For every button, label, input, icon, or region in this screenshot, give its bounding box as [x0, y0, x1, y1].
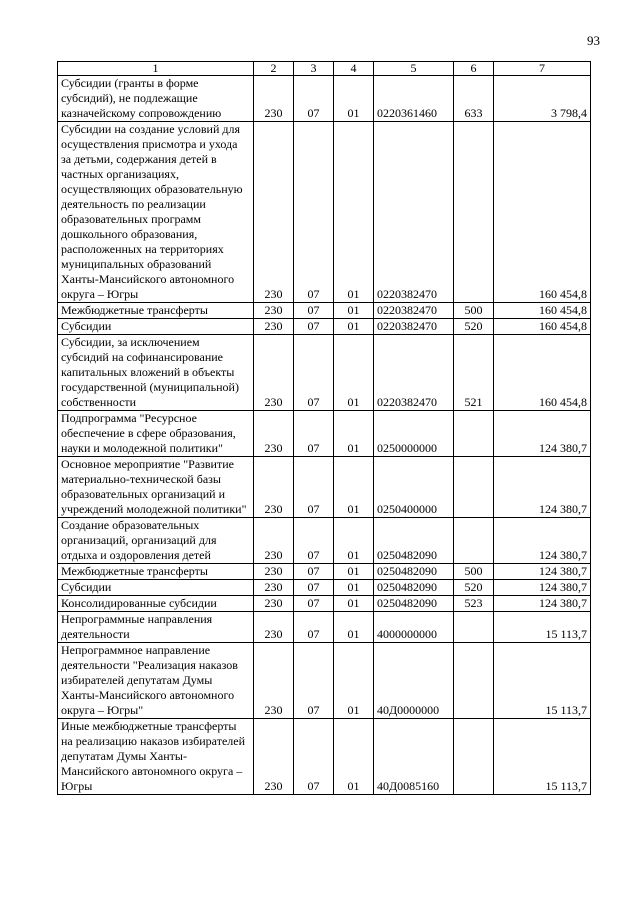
row-target-code: 0220382470: [374, 335, 454, 411]
row-target-code: 4000000000: [374, 612, 454, 643]
row-expense-type: 633: [454, 76, 494, 122]
row-amount: 124 380,7: [494, 564, 591, 580]
table-row: [58, 564, 591, 580]
row-amount: 160 454,8: [494, 335, 591, 411]
row-ministry-code: 230: [254, 612, 294, 643]
row-section-code: 07: [294, 411, 334, 457]
table-row: [58, 76, 591, 122]
header-col-1: 1: [58, 62, 254, 76]
row-section-code: 07: [294, 643, 334, 719]
row-subsection-code: 01: [334, 411, 374, 457]
row-expense-type: [454, 411, 494, 457]
row-subsection-code: 01: [334, 335, 374, 411]
table-row: [58, 319, 591, 335]
row-ministry-code: 230: [254, 457, 294, 518]
row-section-code: 07: [294, 335, 334, 411]
row-target-code: 0250482090: [374, 518, 454, 564]
table-row: [58, 596, 591, 612]
row-subsection-code: 01: [334, 643, 374, 719]
row-section-code: 07: [294, 76, 334, 122]
row-name: Субсидии (гранты в форме субсидий), не подлежащие казначейскому сопровождению: [58, 76, 254, 122]
page-number: 93: [587, 33, 600, 48]
row-section-code: 07: [294, 564, 334, 580]
row-subsection-code: 01: [334, 580, 374, 596]
row-section-code: 07: [294, 457, 334, 518]
header-col-4: 4: [334, 62, 374, 76]
row-expense-type: [454, 643, 494, 719]
row-name: Субсидии на создание условий для осуществления присмотра и ухода за детьми, содержания детей в частных организациях, осуществляющих образовательную деятельность по реализации образовательных программ дошкольного образования, расположенных на территориях муниципальных образований Ханты-Мансийского автономного округа – Югры: [58, 122, 254, 303]
row-subsection-code: 01: [334, 303, 374, 319]
row-expense-type: 523: [454, 596, 494, 612]
row-ministry-code: 230: [254, 122, 294, 303]
row-ministry-code: 230: [254, 564, 294, 580]
table-row: [58, 457, 591, 518]
row-subsection-code: 01: [334, 122, 374, 303]
row-target-code: 0250000000: [374, 411, 454, 457]
row-subsection-code: 01: [334, 76, 374, 122]
row-name: Субсидии: [58, 580, 254, 596]
row-amount: 124 380,7: [494, 596, 591, 612]
header-col-3: 3: [294, 62, 334, 76]
row-amount: 124 380,7: [494, 411, 591, 457]
row-amount: 15 113,7: [494, 719, 591, 795]
row-name: Иные межбюджетные трансферты на реализацию наказов избирателей депутатам Думы Ханты-Мансийского автономного округа – Югры: [58, 719, 254, 795]
row-subsection-code: 01: [334, 612, 374, 643]
row-subsection-code: 01: [334, 564, 374, 580]
row-target-code: 0220382470: [374, 122, 454, 303]
row-ministry-code: 230: [254, 76, 294, 122]
row-ministry-code: 230: [254, 643, 294, 719]
row-expense-type: 521: [454, 335, 494, 411]
row-amount: 3 798,4: [494, 76, 591, 122]
row-section-code: 07: [294, 518, 334, 564]
row-name: Субсидии: [58, 319, 254, 335]
row-target-code: 0220382470: [374, 303, 454, 319]
row-amount: 124 380,7: [494, 457, 591, 518]
header-col-7: 7: [494, 62, 591, 76]
row-name: Межбюджетные трансферты: [58, 564, 254, 580]
row-section-code: 07: [294, 719, 334, 795]
row-amount: 124 380,7: [494, 518, 591, 564]
table-row: [58, 335, 591, 411]
row-expense-type: 500: [454, 303, 494, 319]
row-name: Основное мероприятие "Развитие материально-технической базы образовательных организаций и учреждений молодежной политики": [58, 457, 254, 518]
row-name: Консолидированные субсидии: [58, 596, 254, 612]
row-amount: 160 454,8: [494, 319, 591, 335]
row-ministry-code: 230: [254, 719, 294, 795]
row-target-code: 0220382470: [374, 319, 454, 335]
row-expense-type: [454, 457, 494, 518]
header-row: [58, 62, 591, 76]
row-expense-type: [454, 719, 494, 795]
row-amount: 15 113,7: [494, 612, 591, 643]
row-target-code: 40Д0000000: [374, 643, 454, 719]
row-target-code: 40Д0085160: [374, 719, 454, 795]
row-section-code: 07: [294, 303, 334, 319]
table-row: [58, 122, 591, 303]
row-ministry-code: 230: [254, 518, 294, 564]
table-row: [58, 518, 591, 564]
row-name: Непрограммное направление деятельности "Реализация наказов избирателей депутатам Думы Ханты-Мансийского автономного округа – Югры": [58, 643, 254, 719]
table-row: [58, 303, 591, 319]
row-subsection-code: 01: [334, 518, 374, 564]
table-row: [58, 643, 591, 719]
row-subsection-code: 01: [334, 596, 374, 612]
row-expense-type: [454, 612, 494, 643]
row-target-code: 0250482090: [374, 580, 454, 596]
row-ministry-code: 230: [254, 319, 294, 335]
table-body: [58, 76, 591, 795]
row-target-code: 0250400000: [374, 457, 454, 518]
row-target-code: 0220361460: [374, 76, 454, 122]
row-subsection-code: 01: [334, 319, 374, 335]
row-subsection-code: 01: [334, 457, 374, 518]
row-ministry-code: 230: [254, 411, 294, 457]
row-amount: 160 454,8: [494, 122, 591, 303]
row-section-code: 07: [294, 122, 334, 303]
row-expense-type: [454, 518, 494, 564]
budget-table: [57, 61, 591, 795]
row-ministry-code: 230: [254, 596, 294, 612]
header-col-6: 6: [454, 62, 494, 76]
row-expense-type: 520: [454, 319, 494, 335]
row-name: Создание образовательных организаций, организаций для отдыха и оздоровления детей: [58, 518, 254, 564]
header-col-2: 2: [254, 62, 294, 76]
row-section-code: 07: [294, 596, 334, 612]
row-expense-type: 520: [454, 580, 494, 596]
row-name: Непрограммные направления деятельности: [58, 612, 254, 643]
row-name: Подпрограмма "Ресурсное обеспечение в сфере образования, науки и молодежной политики": [58, 411, 254, 457]
row-ministry-code: 230: [254, 303, 294, 319]
table-row: [58, 411, 591, 457]
table-row: [58, 580, 591, 596]
row-name: Межбюджетные трансферты: [58, 303, 254, 319]
row-target-code: 0250482090: [374, 564, 454, 580]
row-section-code: 07: [294, 319, 334, 335]
table-row: [58, 612, 591, 643]
row-name: Субсидии, за исключением субсидий на софинансирование капитальных вложений в объекты государственной (муниципальной) собственности: [58, 335, 254, 411]
row-ministry-code: 230: [254, 335, 294, 411]
row-amount: 15 113,7: [494, 643, 591, 719]
row-ministry-code: 230: [254, 580, 294, 596]
row-section-code: 07: [294, 580, 334, 596]
row-expense-type: 500: [454, 564, 494, 580]
row-section-code: 07: [294, 612, 334, 643]
row-expense-type: [454, 122, 494, 303]
row-target-code: 0250482090: [374, 596, 454, 612]
row-amount: 160 454,8: [494, 303, 591, 319]
row-amount: 124 380,7: [494, 580, 591, 596]
header-col-5: 5: [374, 62, 454, 76]
table-row: [58, 719, 591, 795]
row-subsection-code: 01: [334, 719, 374, 795]
